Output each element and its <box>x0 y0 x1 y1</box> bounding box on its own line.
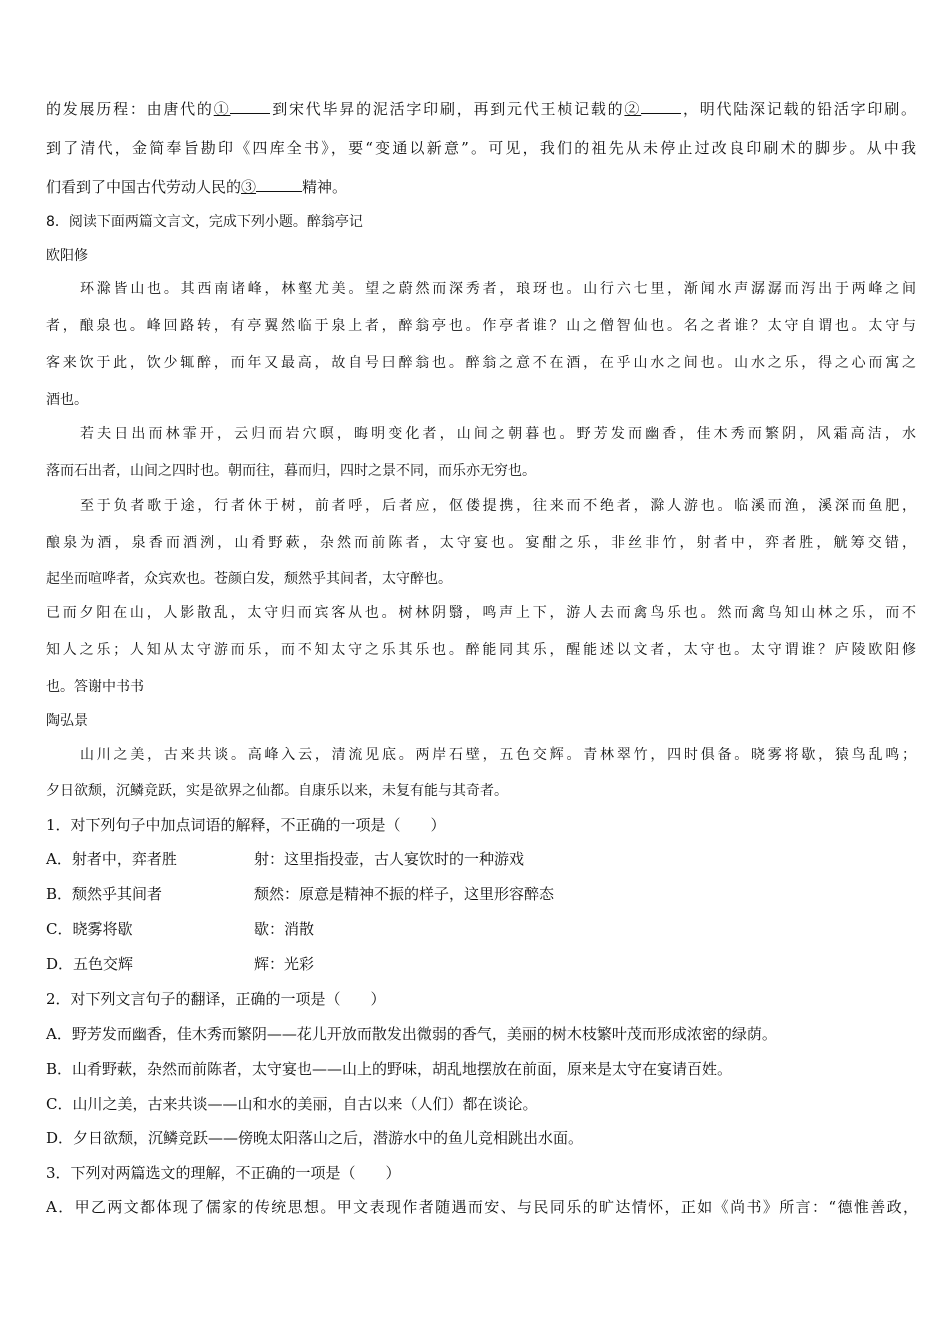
option-label: A．射者中，弈者胜 <box>46 850 177 868</box>
author-tao-hongjing: 陶弘景 <box>46 713 88 729</box>
option-label: C．晓雾将歇 <box>46 920 133 938</box>
intro-line-1 <box>46 99 916 119</box>
passage-line: 知人之乐；人知从太守游而乐，而不知太守之乐其乐也。醉能同其乐，醒能述以文者，太守也。太守谓谁？庐陵欧阳修 <box>46 642 916 658</box>
option-explanation: 射：这里指投壶，古人宴饮时的一种游戏 <box>254 850 525 868</box>
option-1b[interactable] <box>46 884 916 904</box>
passage-line: 至于负者歌于途，行者休于树，前者呼，后者应，伛偻提携，往来而不绝者，滁人游也。临溪而渔，溪深而鱼肥， <box>80 498 916 514</box>
option-1a[interactable] <box>46 849 916 869</box>
option-explanation: 歇：消散 <box>254 920 315 938</box>
sub-question-2-stem: 2．对下列文言句子的翻译，正确的一项是（ ） <box>46 990 386 1008</box>
intro-line-3 <box>46 177 916 197</box>
option-explanation: 颓然：原意是精神不振的样子，这里形容醉态 <box>254 885 555 903</box>
option-2d[interactable]: D．夕日欲颓，沉鳞竞跃——傍晚太阳落山之后，潜游水中的鱼儿竞相跳出水面。 <box>46 1129 584 1147</box>
option-explanation: 辉：光彩 <box>254 955 315 973</box>
option-2b[interactable]: B．山肴野蔌，杂然而前陈者，太守宴也——山上的野味，胡乱地摆放在前面，原来是太守在宴请百姓。 <box>46 1060 733 1078</box>
option-2c[interactable]: C．山川之美，古来共谈——山和水的美丽，自古以来（人们）都在谈论。 <box>46 1095 538 1113</box>
option-3a[interactable]: A．甲乙两文都体现了儒家的传统思想。甲文表现作者随遇而安、与民同乐的旷达情怀，正如《尚书》所言：“德惟善政， <box>46 1198 918 1216</box>
intro-text: ，明代陆深记载的铅活字印刷。 <box>681 100 916 118</box>
passage-line: 起坐而喧哗者，众宾欢也。苍颜白发，颓然乎其间者，太守醉也。 <box>46 571 452 587</box>
author-ouyang-xiu: 欧阳修 <box>46 248 88 264</box>
passage-line: 落而石出者，山间之四时也。朝而往，暮而归，四时之景不同，而乐亦无穷也。 <box>46 463 536 479</box>
intro-line-2: 到了清代，金简奉旨勘印《四库全书》，要“变通以新意”。可见，我们的祖先从未停止过改良印刷术的脚步。从中我 <box>46 139 916 157</box>
passage-line: 酿泉为酒，泉香而酒洌，山肴野蔌，杂然而前陈者，太守宴也。宴酣之乐，非丝非竹，射者中，弈者胜，觥筹交错， <box>46 535 916 551</box>
passage-line: 环滁皆山也。其西南诸峰，林壑尤美。望之蔚然而深秀者，琅玡也。山行六七里，渐闻水声潺潺而泻出于两峰之间 <box>80 281 916 297</box>
sub-question-3-stem: 3．下列对两篇选文的理解，不正确的一项是（ ） <box>46 1164 401 1182</box>
option-label: D．五色交辉 <box>46 955 134 973</box>
fill-blank-1[interactable] <box>230 99 270 114</box>
passage-line: 若夫日出而林霏开，云归而岩穴暝，晦明变化者，山间之朝暮也。野芳发而幽香，佳木秀而繁阴，风霜高洁，水 <box>80 426 916 442</box>
blank-marker-3: ③ <box>241 178 257 196</box>
passage-line: 也。答谢中书书 <box>46 679 144 695</box>
intro-text: 的发展历程：由唐代的 <box>46 100 214 118</box>
option-2a[interactable]: A．野芳发而幽香，佳木秀而繁阴——花儿开放而散发出微弱的香气，美丽的树木枝繁叶茂而形成浓密的绿荫。 <box>46 1025 777 1043</box>
question-8-heading: 8．阅读下面两篇文言文，完成下列小题。醉翁亭记 <box>46 214 363 230</box>
passage-line: 者，酿泉也。峰回路转，有亭翼然临于泉上者，醉翁亭也。作亭者谁？山之僧智仙也。名之者谁？太守自谓也。太守与 <box>46 318 916 334</box>
option-label: B．颓然乎其间者 <box>46 885 163 903</box>
option-1c[interactable] <box>46 919 916 939</box>
passage-line: 已而夕阳在山，人影散乱，太守归而宾客从也。树林阴翳，鸣声上下，游人去而禽鸟乐也。然而禽鸟知山林之乐，而不 <box>46 605 916 621</box>
intro-text: 精神。 <box>302 178 348 196</box>
fill-blank-3[interactable] <box>256 177 302 192</box>
passage-line: 夕日欲颓，沉鳞竞跃，实是欲界之仙都。自康乐以来，未复有能与其奇者。 <box>46 783 508 799</box>
intro-text: 们看到了中国古代劳动人民的 <box>46 178 242 196</box>
sub-question-1-stem: 1．对下列句子中加点词语的解释，不正确的一项是（ ） <box>46 816 446 834</box>
blank-marker-2: ② <box>624 100 642 118</box>
option-1d[interactable] <box>46 954 916 974</box>
passage-line: 山川之美，古来共谈。高峰入云，清流见底。两岸石壁，五色交辉。青林翠竹，四时俱备。晓雾将歇，猿鸟乱鸣； <box>80 747 916 763</box>
passage-line: 酒也。 <box>46 392 88 408</box>
fill-blank-2[interactable] <box>641 99 681 114</box>
blank-marker-1: ① <box>213 100 231 118</box>
passage-line: 客来饮于此，饮少辄醉，而年又最高，故自号曰醉翁也。醉翁之意不在酒，在乎山水之间也。山水之乐，得之心而寓之 <box>46 355 916 371</box>
intro-text: 到宋代毕昇的泥活字印刷，再到元代王桢记载的 <box>270 100 625 118</box>
